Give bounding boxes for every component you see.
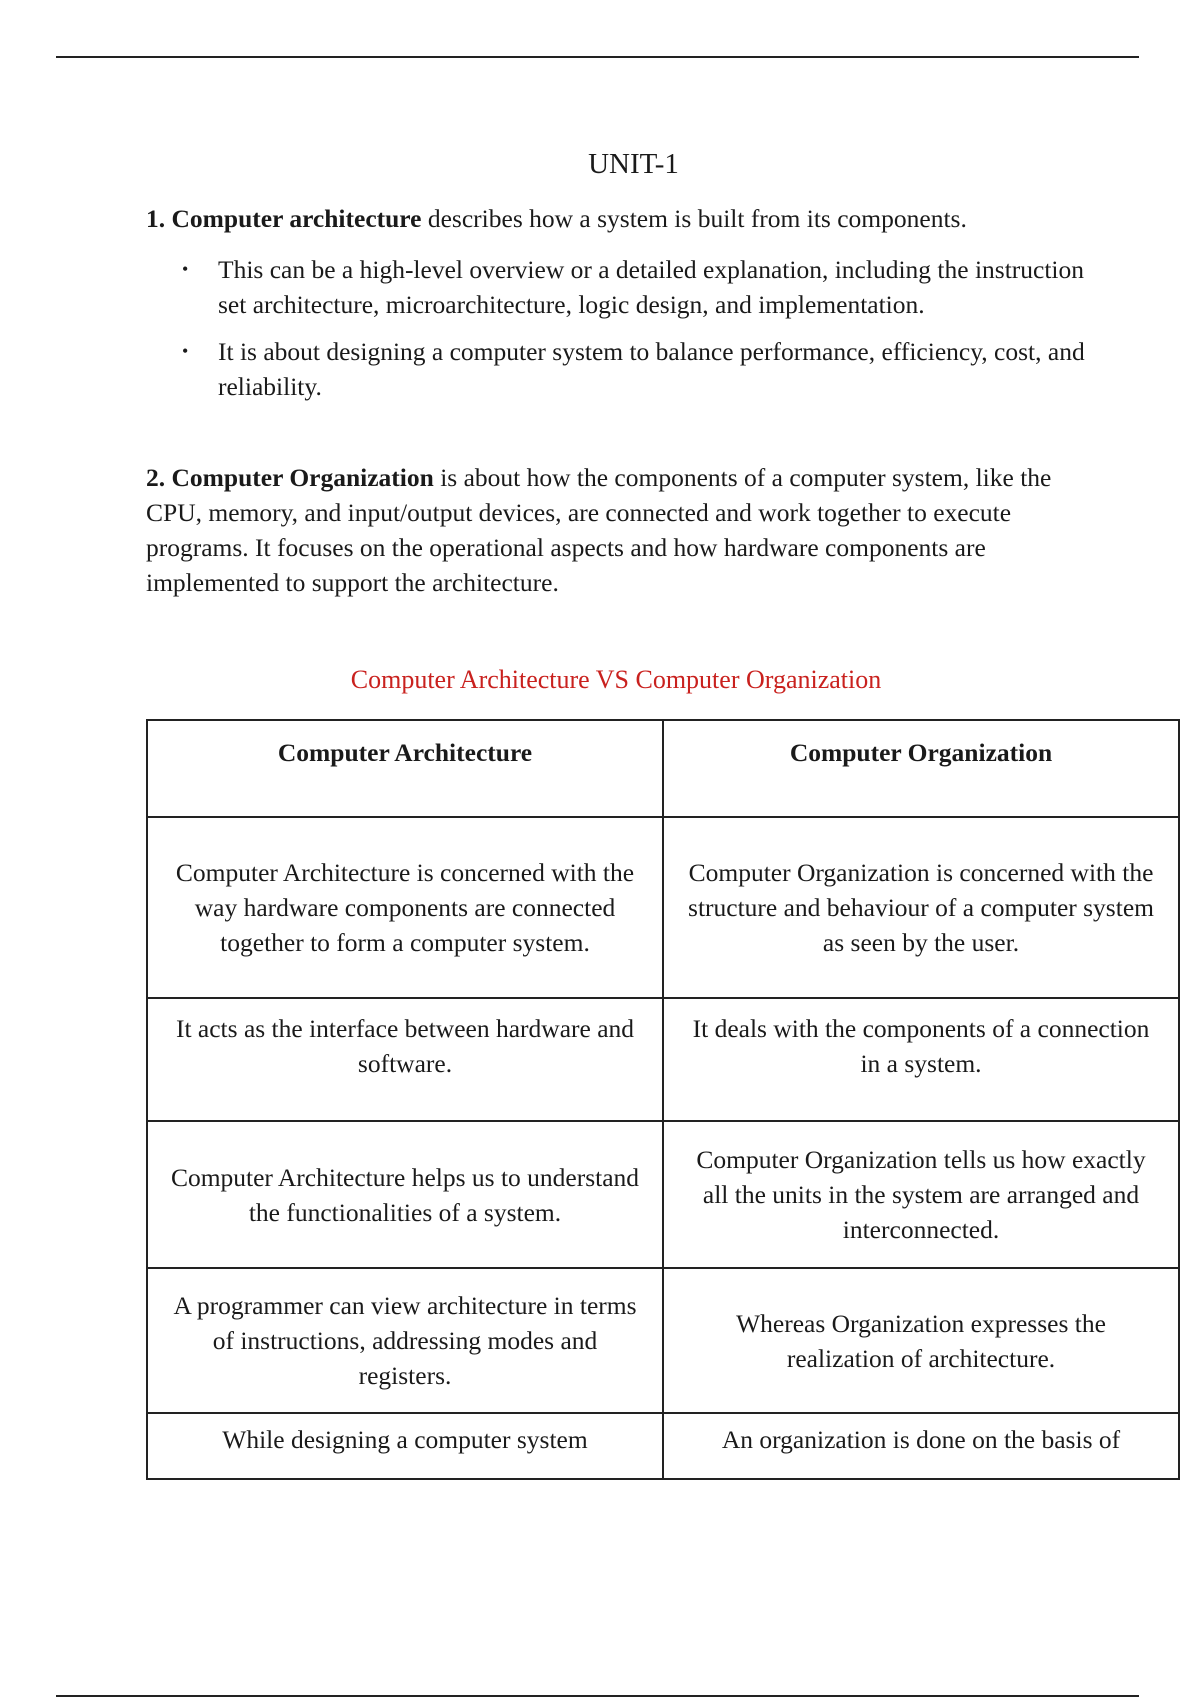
- bullet-icon: •: [182, 259, 189, 279]
- section-2-paragraph: [146, 460, 1086, 600]
- column-header-organization: Computer Organization: [663, 720, 1179, 817]
- footer-rule: [56, 1695, 1139, 1697]
- table-cell: It deals with the components of a connection in a system.: [663, 998, 1179, 1121]
- table-row: [147, 998, 1179, 1121]
- bullet-text: It is about designing a computer system to balance performance, efficiency, cost, and reliability.: [218, 337, 1085, 401]
- table-row: [147, 1413, 1179, 1479]
- table-cell: While designing a computer system: [147, 1413, 663, 1479]
- table-header-row: [147, 720, 1179, 817]
- section-1-text: describes how a system is built from its components.: [421, 204, 967, 233]
- bullet-item: [146, 252, 1086, 322]
- section-2-text: is about how the components of a computer system, like the CPU, memory, and input/output devices, are connected and work together to execute programs. It focuses on the operational aspects and how hardware components are implemented to support the architecture.: [146, 463, 1052, 597]
- column-header-architecture: Computer Architecture: [147, 720, 663, 817]
- page-title: UNIT-1: [588, 148, 679, 180]
- table-cell: Whereas Organization expresses the realization of architecture.: [663, 1268, 1179, 1413]
- section-1-paragraph: [146, 201, 1086, 236]
- comparison-table: [146, 719, 1180, 1480]
- comparison-table-title: Computer Architecture VS Computer Organization: [350, 665, 882, 694]
- section-2-label: 2. Computer Organization: [146, 463, 434, 492]
- bullet-icon: •: [182, 341, 189, 361]
- table-cell: Computer Organization tells us how exactly all the units in the system are arranged and interconnected.: [663, 1121, 1179, 1268]
- table-cell: Computer Architecture helps us to understand the functionalities of a system.: [147, 1121, 663, 1268]
- table-row: [147, 1121, 1179, 1268]
- table-cell: It acts as the interface between hardware and software.: [147, 998, 663, 1121]
- section-1-label: 1. Computer architecture: [146, 204, 422, 233]
- bullet-text: This can be a high-level overview or a detailed explanation, including the instruction set architecture, microarchitecture, logic design, and implementation.: [218, 255, 1085, 319]
- bullet-item: [146, 334, 1086, 404]
- section-1-bullet-list: [146, 252, 1086, 416]
- table-cell: A programmer can view architecture in terms of instructions, addressing modes and registers.: [147, 1268, 663, 1413]
- table-row: [147, 817, 1179, 998]
- table-cell: An organization is done on the basis of: [663, 1413, 1179, 1479]
- table-cell: Computer Architecture is concerned with the way hardware components are connected together to form a computer system.: [147, 817, 663, 998]
- table-cell: Computer Organization is concerned with the structure and behaviour of a computer system as seen by the user.: [663, 817, 1179, 998]
- header-rule: [56, 56, 1139, 58]
- table-row: [147, 1268, 1179, 1413]
